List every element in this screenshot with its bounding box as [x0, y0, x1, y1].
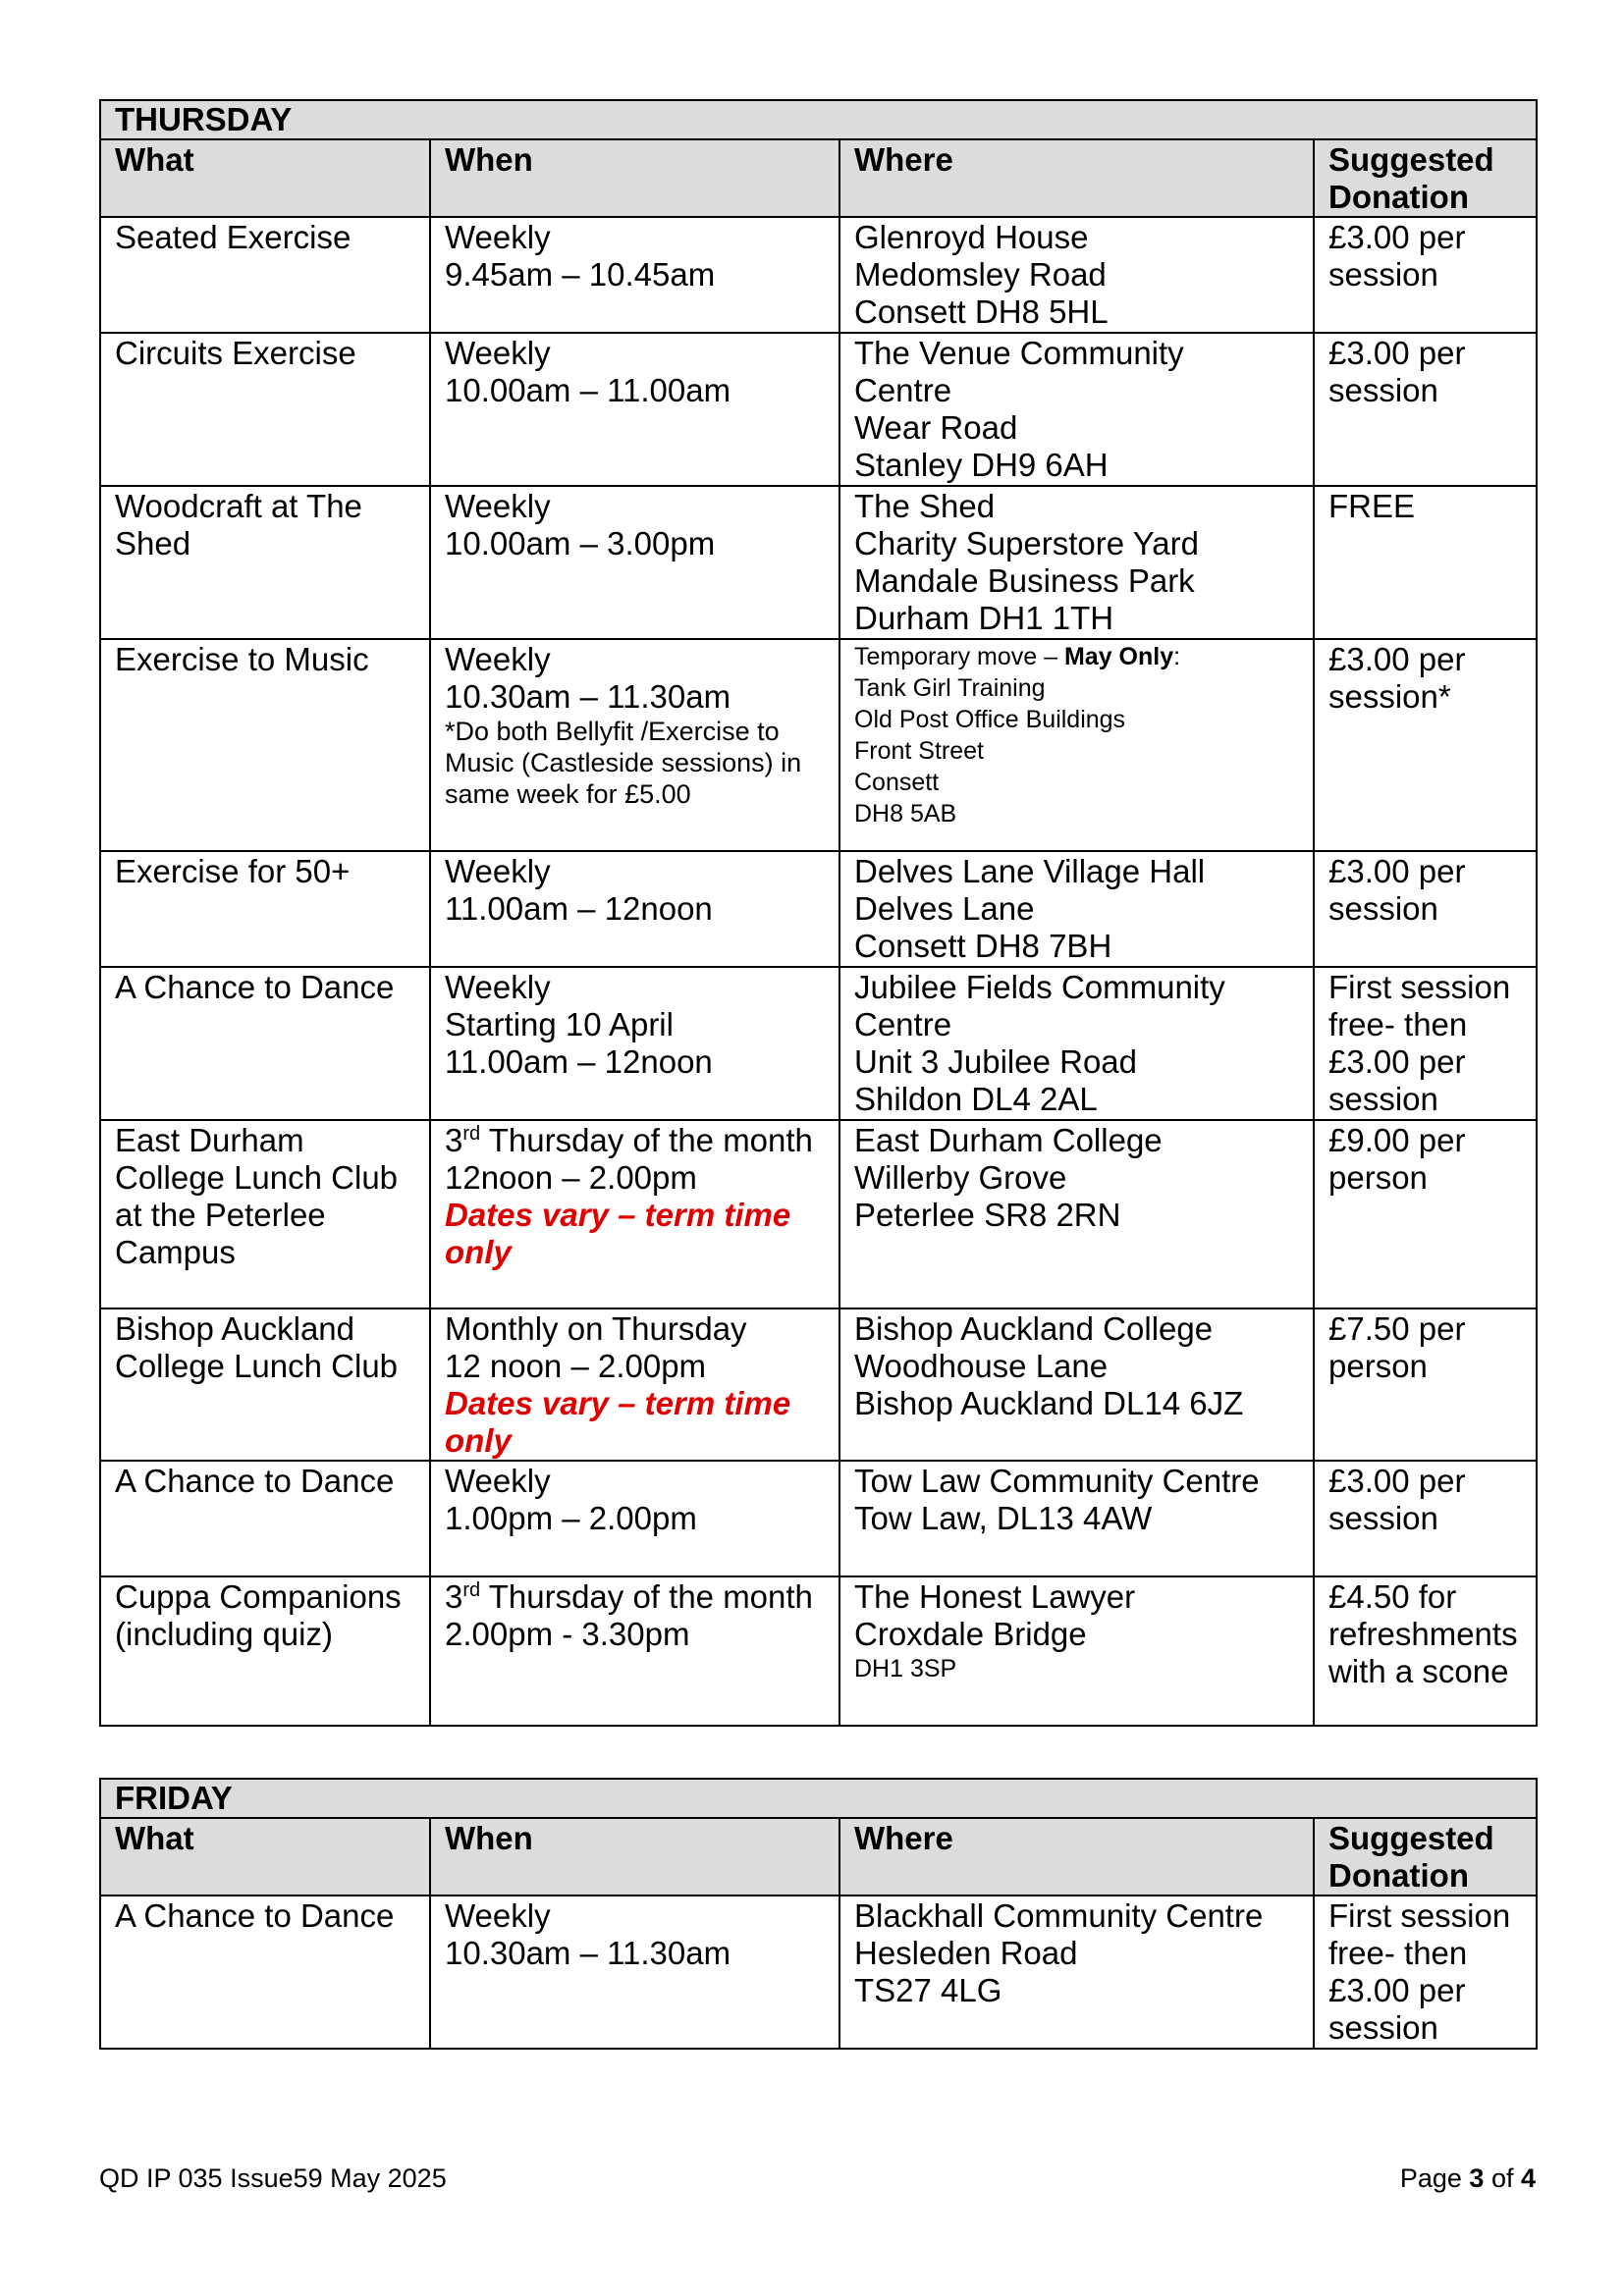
header-when: When [430, 1818, 839, 1896]
header-what: What [100, 139, 430, 217]
cell-when: Weekly 10.00am – 3.00pm [430, 486, 839, 639]
cell-when: 3rd Thursday of the month 2.00pm - 3.30pm [430, 1576, 839, 1726]
table-row [100, 1308, 1537, 1461]
discount-note: *Do both Bellyfit /Exercise to Music (Castleside sessions) in same week for £5.00 [445, 717, 802, 809]
cell-where: East Durham College Willerby Grove Peterlee SR8 2RN [839, 1120, 1314, 1308]
cell-what: Exercise to Music [100, 639, 430, 851]
cell-when: Weekly 10.30am – 11.30am [430, 1896, 839, 2049]
day-heading-row [100, 100, 1537, 139]
cell-what: Woodcraft at The Shed [100, 486, 430, 639]
header-donation: Suggested Donation [1314, 1818, 1537, 1896]
cell-where: The Shed Charity Superstore Yard Mandale Business Park Durham DH1 1TH [839, 486, 1314, 639]
header-what: What [100, 1818, 430, 1896]
temporary-move-note: Temporary move – May Only: [854, 643, 1181, 670]
table-row [100, 1896, 1537, 2049]
table-row [100, 217, 1537, 333]
table-row [100, 1120, 1537, 1308]
cell-when: Weekly 1.00pm – 2.00pm [430, 1461, 839, 1576]
day-heading-row [100, 1779, 1537, 1818]
cell-when: Weekly 10.00am – 11.00am [430, 333, 839, 486]
thursday-table [99, 99, 1538, 1727]
cell-what: A Chance to Dance [100, 967, 430, 1120]
cell-where: Delves Lane Village Hall Delves Lane Consett DH8 7BH [839, 851, 1314, 967]
table-row [100, 486, 1537, 639]
table-row [100, 1576, 1537, 1726]
cell-when: Monthly on Thursday 12 noon – 2.00pm Dates vary – term time only [430, 1308, 839, 1461]
table-row [100, 1461, 1537, 1576]
cell-donation: £3.00 per session [1314, 1461, 1537, 1576]
cell-what: A Chance to Dance [100, 1461, 430, 1576]
table-row [100, 967, 1537, 1120]
cell-donation: £3.00 per session* [1314, 639, 1537, 851]
header-where: Where [839, 139, 1314, 217]
cell-donation: £9.00 per person [1314, 1120, 1537, 1308]
header-when: When [430, 139, 839, 217]
day-heading: THURSDAY [100, 100, 1537, 139]
cell-when: Weekly 9.45am – 10.45am [430, 217, 839, 333]
cell-donation: £3.00 per session [1314, 851, 1537, 967]
cell-what: A Chance to Dance [100, 1896, 430, 2049]
cell-what: Cuppa Companions (including quiz) [100, 1576, 430, 1726]
cell-when: Weekly Starting 10 April 11.00am – 12noon [430, 967, 839, 1120]
cell-when: Weekly 11.00am – 12noon [430, 851, 839, 967]
table-row [100, 333, 1537, 486]
cell-where: Bishop Auckland College Woodhouse Lane Bishop Auckland DL14 6JZ [839, 1308, 1314, 1461]
cell-what: Circuits Exercise [100, 333, 430, 486]
cell-donation: First session free- then £3.00 per session [1314, 967, 1537, 1120]
cell-what: Seated Exercise [100, 217, 430, 333]
header-where: Where [839, 1818, 1314, 1896]
cell-what: Exercise for 50+ [100, 851, 430, 967]
footer-page-number: Page 3 of 4 [1399, 2163, 1536, 2193]
cell-donation: £3.00 per session [1314, 217, 1537, 333]
cell-what: Bishop Auckland College Lunch Club [100, 1308, 430, 1461]
cell-where: Tow Law Community Centre Tow Law, DL13 4AW [839, 1461, 1314, 1576]
cell-donation: £3.00 per session [1314, 333, 1537, 486]
cell-donation: First session free- then £3.00 per session [1314, 1896, 1537, 2049]
cell-where: The Venue Community Centre Wear Road Stanley DH9 6AH [839, 333, 1314, 486]
dates-vary-note: Dates vary – term time only [445, 1197, 791, 1270]
cell-when: 3rd Thursday of the month 12noon – 2.00pm Dates vary – term time only [430, 1120, 839, 1308]
cell-when: Weekly 10.30am – 11.30am *Do both Bellyfit /Exercise to Music (Castleside sessions) in same week for £5.00 [430, 639, 839, 851]
column-header-row [100, 1818, 1537, 1896]
table-row [100, 639, 1537, 851]
cell-donation: £4.50 for refreshments with a scone [1314, 1576, 1537, 1726]
cell-donation: FREE [1314, 486, 1537, 639]
header-donation: Suggested Donation [1314, 139, 1537, 217]
day-heading: FRIDAY [100, 1779, 1537, 1818]
dates-vary-note: Dates vary – term time only [445, 1385, 791, 1459]
cell-where: Temporary move – May Only: Tank Girl Training Old Post Office Buildings Front Street Consett DH8 5AB [839, 639, 1314, 851]
table-row [100, 851, 1537, 967]
cell-where: Glenroyd House Medomsley Road Consett DH8 5HL [839, 217, 1314, 333]
column-header-row [100, 139, 1537, 217]
cell-where: Blackhall Community Centre Hesleden Road TS27 4LG [839, 1896, 1314, 2049]
cell-what: East Durham College Lunch Club at the Peterlee Campus [100, 1120, 430, 1308]
friday-table [99, 1778, 1538, 2050]
cell-where: Jubilee Fields Community Centre Unit 3 Jubilee Road Shildon DL4 2AL [839, 967, 1314, 1120]
cell-where: The Honest Lawyer Croxdale Bridge DH1 3SP [839, 1576, 1314, 1726]
footer-document-ref: QD IP 035 Issue59 May 2025 [99, 2163, 447, 2193]
cell-donation: £7.50 per person [1314, 1308, 1537, 1461]
